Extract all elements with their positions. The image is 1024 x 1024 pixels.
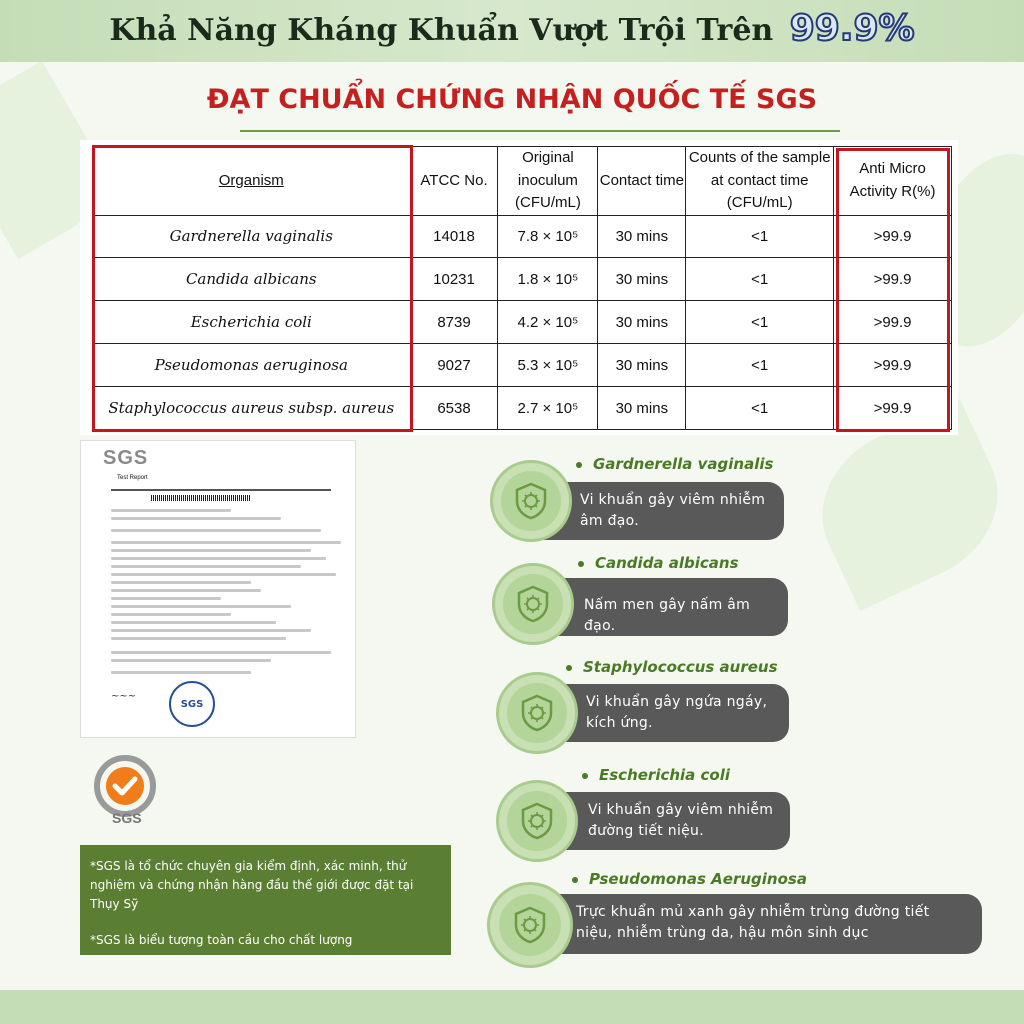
report-text-line	[111, 671, 251, 674]
organism-cell: Escherichia coli	[93, 301, 411, 344]
page-subheadline: ĐẠT CHUẨN CHỨNG NHẬN QUỐC TẾ SGS	[206, 84, 818, 115]
report-barcode	[151, 495, 251, 501]
report-text-line	[111, 509, 231, 512]
shield-virus-icon	[492, 563, 574, 645]
report-header	[171, 455, 311, 460]
sgs-logo: SGS	[103, 447, 149, 469]
test-result-table-card	[80, 140, 958, 435]
organism-description: Vi khuẩn gây viêm nhiễm âm đạo.	[530, 482, 784, 540]
activity-cell: >99.9	[834, 301, 952, 344]
column-header: Original inoculum (CFU/mL)	[498, 147, 598, 216]
column-header: ATCC No.	[410, 147, 498, 216]
shield-virus-icon	[496, 780, 578, 862]
activity-cell: >99.9	[834, 387, 952, 430]
report-text-line	[111, 565, 301, 568]
note-text: *SGS là tổ chức chuyên gia kiểm định, xác minh, thử nghiệm và chứng nhận hàng đầu thế giới được đặt tại Thụy Sỹ	[90, 859, 414, 911]
table-row	[93, 344, 952, 387]
organism-title: Escherichia coli	[599, 766, 730, 784]
sgs-certification-badge	[86, 752, 164, 830]
contact-time-cell: 30 mins	[598, 215, 686, 258]
organism-title: Candida albicans	[595, 554, 739, 572]
organism-description: Vi khuẩn gây ngứa ngáy, kích ứng.	[536, 684, 789, 742]
table-row	[93, 301, 952, 344]
contact-time-cell: 30 mins	[598, 344, 686, 387]
inoculum-cell: 4.2 × 10⁵	[498, 301, 598, 344]
organism-cell: Candida albicans	[93, 258, 411, 301]
note-text: *SGS là biểu tượng toàn cầu cho chất lượng	[90, 933, 353, 947]
report-text-line	[111, 549, 311, 552]
divider	[240, 130, 840, 132]
organism-cell: Pseudomonas aeruginosa	[93, 344, 411, 387]
organism-title: Staphylococcus aureus	[583, 658, 778, 676]
badge-label: SGS	[112, 810, 142, 826]
column-header: Anti Micro Activity R(%)	[834, 147, 952, 216]
organism-description: Nấm men gây nấm âm đạo.	[534, 578, 788, 636]
inoculum-cell: 5.3 × 10⁵	[498, 344, 598, 387]
column-header: Counts of the sample at contact time (CFU/mL)	[686, 147, 834, 216]
count-cell: <1	[686, 301, 834, 344]
report-text-line	[111, 613, 231, 616]
page-headline	[0, 8, 1024, 49]
atcc-cell: 6538	[410, 387, 498, 430]
table-row	[93, 387, 952, 430]
report-text-line	[111, 597, 221, 600]
inoculum-cell: 1.8 × 10⁵	[498, 258, 598, 301]
organism-description: Vi khuẩn gây viêm nhiễm đường tiết niệu.	[538, 792, 790, 850]
report-divider	[111, 489, 331, 491]
inoculum-cell: 2.7 × 10⁵	[498, 387, 598, 430]
organism-description: Trực khuẩn mủ xanh gây nhiễm trùng đường tiết niệu, nhiễm trùng da, hậu môn sinh dục	[526, 894, 982, 954]
headline-text: Khả Năng Kháng Khuẩn Vượt Trội Trên	[109, 13, 774, 48]
count-cell: <1	[686, 215, 834, 258]
activity-cell: >99.9	[834, 344, 952, 387]
table-header-row	[93, 147, 952, 216]
organism-cell: Gardnerella vaginalis	[93, 215, 411, 258]
test-result-table	[92, 146, 952, 430]
report-text-line	[111, 629, 311, 632]
footer-band	[0, 990, 1024, 1024]
column-header: Organism	[93, 147, 411, 216]
atcc-cell: 9027	[410, 344, 498, 387]
atcc-cell: 8739	[410, 301, 498, 344]
bullet-icon	[582, 773, 588, 779]
report-text-line	[111, 581, 251, 584]
report-text-line	[111, 637, 286, 640]
organism-title: Gardnerella vaginalis	[593, 455, 774, 473]
table-row	[93, 215, 952, 258]
headline-percent: 99.9%	[789, 8, 915, 49]
report-text-line	[111, 651, 331, 654]
shield-virus-icon	[496, 672, 578, 754]
bullet-icon	[572, 877, 578, 883]
report-title: Test Report	[117, 475, 148, 481]
organism-cell: Staphylococcus aureus subsp. aureus	[93, 387, 411, 430]
activity-cell: >99.9	[834, 258, 952, 301]
atcc-cell: 10231	[410, 258, 498, 301]
contact-time-cell: 30 mins	[598, 301, 686, 344]
report-text-line	[111, 517, 281, 520]
report-text-line	[111, 541, 341, 544]
contact-time-cell: 30 mins	[598, 258, 686, 301]
report-text-line	[111, 573, 336, 576]
bullet-icon	[566, 665, 572, 671]
column-header: Contact time	[598, 147, 686, 216]
organism-title: Pseudomonas Aeruginosa	[589, 870, 807, 888]
sgs-note-box	[80, 845, 451, 955]
sgs-test-report-image	[80, 440, 356, 738]
report-text-line	[111, 589, 261, 592]
report-text-line	[111, 605, 291, 608]
shield-virus-icon	[487, 882, 573, 968]
atcc-cell: 14018	[410, 215, 498, 258]
report-text-line	[111, 529, 321, 532]
table-row	[93, 258, 952, 301]
count-cell: <1	[686, 258, 834, 301]
report-text-line	[111, 557, 326, 560]
inoculum-cell: 7.8 × 10⁵	[498, 215, 598, 258]
bullet-icon	[576, 462, 582, 468]
count-cell: <1	[686, 344, 834, 387]
count-cell: <1	[686, 387, 834, 430]
activity-cell: >99.9	[834, 215, 952, 258]
report-text-line	[111, 621, 276, 624]
report-text-line	[111, 659, 271, 662]
shield-virus-icon	[490, 460, 572, 542]
contact-time-cell: 30 mins	[598, 387, 686, 430]
report-signature: ~~~	[111, 691, 137, 702]
bullet-icon	[578, 561, 584, 567]
sgs-seal: SGS	[169, 681, 215, 727]
